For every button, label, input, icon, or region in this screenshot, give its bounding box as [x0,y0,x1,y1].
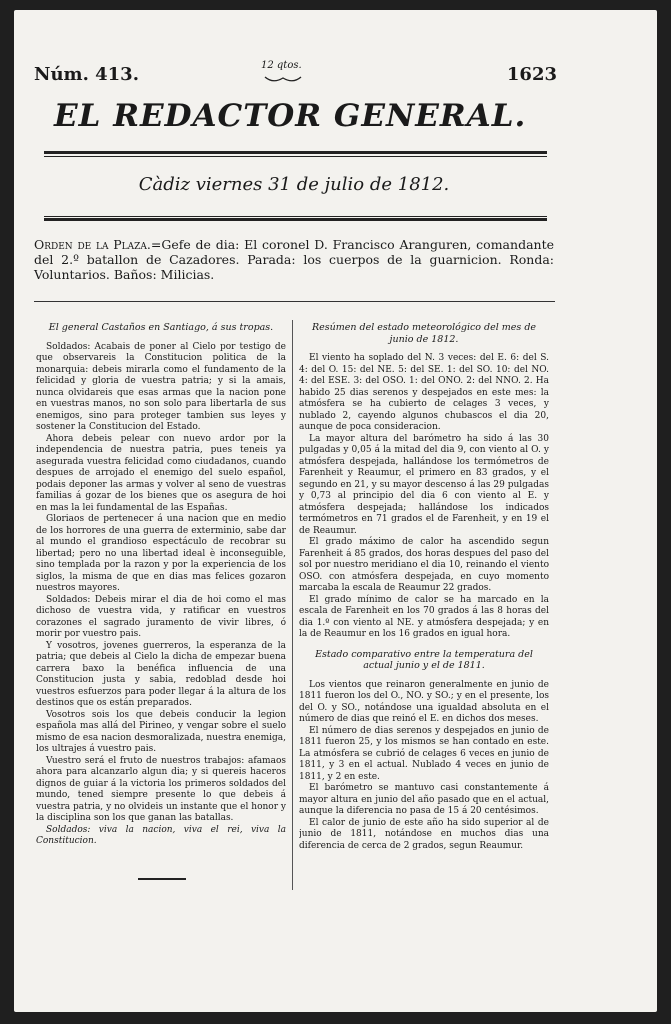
paragraph: Y vosotros, jovenes guerreros, la esperanza de la patria; que debeis al Cielo la dicha de empezar buena carrera baxo la benéfica influencia de una Constitucion justa y sabia, redoblad desde hoi vuestros esfuerzos para poder llegar á la altura de los destinos que os están preparados. [36,640,286,708]
paragraph: El barómetro se mantuvo casi constantemente á mayor altura en junio del año pasado que en el actual, aunque la diferencia no pasa de 15 á 20 centésimos. [299,783,549,816]
masthead [14,10,657,282]
newspaper-title: EL REDACTOR GENERAL. [54,98,527,134]
paragraph: Gloriaos de pertenecer á una nacion que en medio de los horrores de una guerra de exterminio, sabe dar al mundo el grandioso espectáculo de recobrar su libertad; pero no una libertad ideal è inconseguible, sino templada por la razon y por la experiencia de los siglos, la misma de que en dias mas felices gozaron nuestros mayores. [36,514,286,593]
paragraph: Vosotros sois los que debeis conducir la legion española mas allá del Pirineo, y vengar sobre el suelo mismo de esa nacion desmoralizada, nuestra enemiga, los ultrajes á vuestro pais. [36,709,286,754]
paragraph: El grado máximo de calor ha ascendido segun Farenheit á 85 grados, dos horas despues del paso del sol por nuestro meridiano el dia 10, reinando el viento OSO. con atmósfera despejada, en cuyo momento marcaba la escala de Reaumur 22 grados. [299,537,549,593]
paragraph: Ahora debeis pelear con nuevo ardor por la independencia de nuestra patria, pues teneis ya asegurada vuestra felicidad como ciudadanos, cuando despues de arrojado el enemigo del suelo español, podais deponer las armas y volver al seno de vuestras familias á gozar de los bienes que os asegura de hoi en mas la lei fundamental de las Españas. [36,433,286,513]
newspaper-page [14,10,657,1012]
paragraph: El número de dias serenos y despejados en junio de 1811 fueron 25, y los mismos se han contado en este. La atmósfera se cubrió de celages 6 veces en junio de 1811, y 3 en el actual. Nublado 4 veces en junio de 1811, y 2 en este. [299,725,549,782]
left-column [36,322,286,848]
masthead-rule [44,216,547,217]
orden-label: Orden de la Plaza. [34,237,151,252]
paragraph: El calor de junio de este año ha sido superior al de junio de 1811, notándose en muchos dias una diferencia de cerca de 2 grados, segun Reaumur. [299,817,549,851]
right-column [299,322,549,852]
issue-number: Núm. 413. [34,64,139,85]
paragraph: Los vientos que reinaron generalmente en junio de 1811 fueron los del O., NO. y SO.; y en el presente, los del O. y SO., notándose una igualdad absoluta en el número de dias que reinó el E. en dichos dos meses. [299,679,549,724]
dateline: Càdiz viernes 31 de julio de 1812. [138,174,450,195]
orden-text: =Gefe de dia: El coronel D. Francisco Aranguren, comandante del 2.º batallon de Cazadores. Parada: los cuerpos de la guarnicion. Ronda: Voluntarios. Baños: Milicias. [34,237,554,282]
paragraph: El grado mínimo de calor se ha marcado en la escala de Farenheit en los 70 grados á las 8 horas del dia 1.º con viento al NE. y atmósfera despejada; y en la de Reaumur en los 16 grados en igual hora. [299,594,549,639]
page-number: 1623 [506,64,557,85]
ornament-icon [263,74,303,84]
paragraph: Vuestro será el fruto de nuestros trabajos: afamaos ahora para alcanzarlo algun dia; y si quereis haceros dignos de guiar á la victoria los primeros soldados del mundo, tened siempre presente lo que debeis á vuestra patria, y no olvideis un instante que el honor y la disciplina son los que ganan las batallas. [36,755,286,823]
column-divider [292,320,293,890]
paragraph: Soldados: viva la nacion, viva el rei, viva la Constitucion. [36,824,286,846]
paragraph: La mayor altura del barómetro ha sido á las 30 pulgadas y 0,05 á la mitad del dia 9, con viento al O. y atmósfera despejada, hallándose los termómetros de Farenheit y Reaumur, el primero en 83 grados, y el segundo en 21, y su mayor descenso á las 29 pulgadas y 0,73 al principio del dia 6 con viento al E. y atmósfera despejada; hallándose los indicados termómetros en 71 grados el de Farenheit, y en 19 el de Reaumur. [299,433,549,536]
issue-price: 12 qtos. [261,60,302,71]
orden-de-la-plaza [34,237,554,282]
masthead-rule [44,218,547,221]
end-rule [138,878,186,880]
paragraph: Soldados: Debeis mirar el dia de hoi como el mas dichoso de vuestra vida, y ratificar en vuestros corazones el sagrado juramento de vivir libres, ó morir por vuestro pais. [36,594,286,639]
right-column-subheading: Estado comparativo entre la temperatura del actual junio y el de 1811. [315,648,533,671]
masthead-rule [44,156,547,157]
paragraph: El viento ha soplado del N. 3 veces: del E. 6: del S. 4: del O. 15: del NE. 5: del SE. 1: del SO. 10: del NO. 4: del ESE. 3: del OSO. 1: del ONO. 2: del NNO. 2. Ha habido 25 dias serenos y despejados en este mes: la atmósfera se ha cubierto de celages 3 veces, y nublado 2, cayendo algunos chubascos el dia 20, aunque de poca consideracion. [299,353,549,432]
masthead-rule [44,151,547,154]
right-column-heading: Resúmen del estado meteorológico del mes de junio de 1812. [311,322,537,345]
section-rule [34,301,555,302]
paragraph: Soldados: Acabais de poner al Cielo por testigo de que observareis la Constitucion politica de la monarquia: debeis mirarla como el fundamento de la felicidad y gloria de vuestra patria; y si la amais, nunca olvidareis que esas armas que la nacion pone en vuestras manos, no son solo para libertarla de sus enemigos, sino para proteger tambien sus leyes y sostener la Constitucion del Estado. [36,341,286,432]
left-column-heading: El general Castaños en Santiago, á sus tropas. [48,322,274,333]
